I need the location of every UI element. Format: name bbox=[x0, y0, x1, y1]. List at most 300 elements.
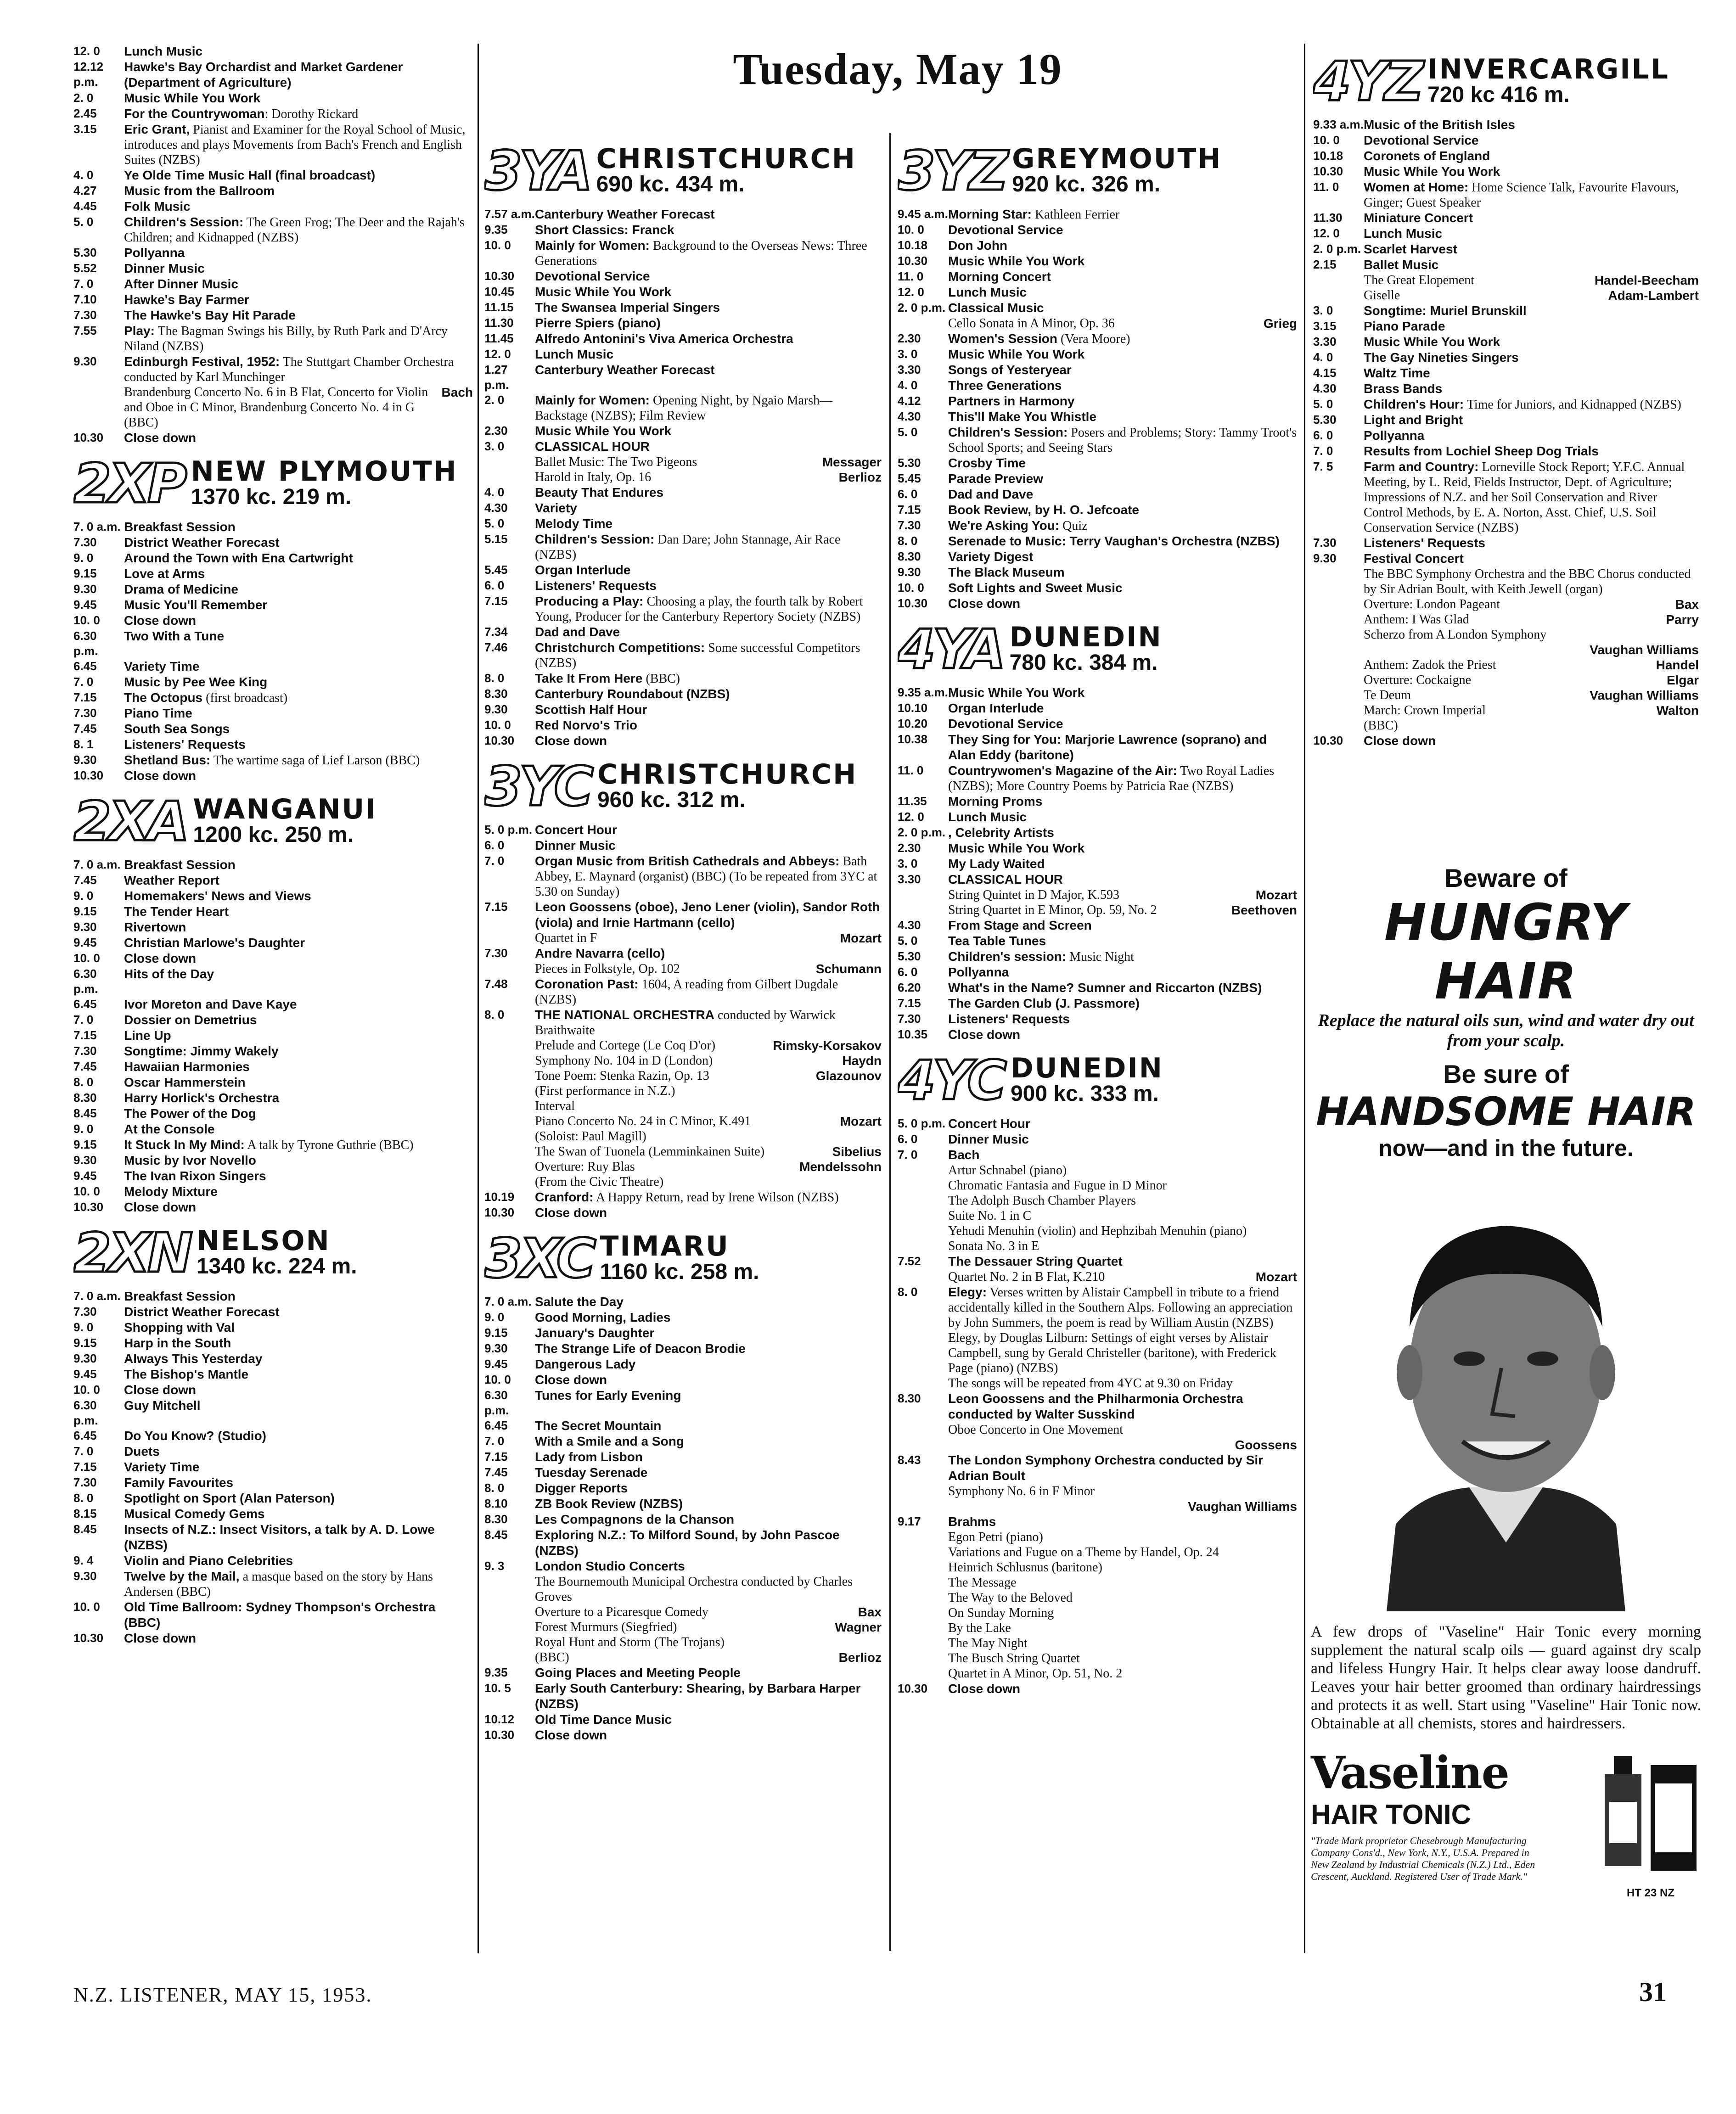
programme-work bbox=[484, 931, 882, 946]
station-frequency: 920 kc. 326 m. bbox=[1012, 172, 1161, 196]
programme-text bbox=[535, 347, 882, 362]
programme-time: 7. 0 bbox=[484, 854, 505, 868]
programme-entry bbox=[484, 362, 882, 393]
programme-work bbox=[484, 1083, 882, 1099]
programme-text bbox=[124, 1553, 473, 1569]
station-frequency: 1340 kc. 224 m. bbox=[196, 1254, 357, 1278]
programme-text bbox=[948, 253, 1297, 269]
programme-entry bbox=[1313, 381, 1699, 397]
programme-time: 7. 0 bbox=[73, 277, 94, 291]
programme-work bbox=[484, 1068, 882, 1083]
programme-time: 2.30 bbox=[898, 841, 921, 855]
programme-text bbox=[124, 920, 473, 935]
programme-text bbox=[124, 904, 473, 920]
programme-title: Drama of Medicine bbox=[124, 582, 238, 596]
programme-text bbox=[535, 284, 882, 300]
programme-entry bbox=[73, 1459, 473, 1475]
work-title: Symphony No. 6 in F Minor bbox=[948, 1484, 1095, 1498]
programme-text bbox=[1364, 459, 1699, 535]
programme-list bbox=[898, 1116, 1297, 1163]
programme-entry bbox=[73, 1335, 473, 1351]
programme-detail: The Green Frog; The Deer and the Rajah's Children; and Kidnapped (NZBS) bbox=[124, 215, 465, 245]
programme-text bbox=[124, 1153, 473, 1168]
programme-entry bbox=[484, 733, 882, 749]
programme-title: Serenade to Music: Terry Vaughan's Orchestra (NZBS) bbox=[948, 534, 1280, 548]
programme-title: Close down bbox=[535, 1206, 607, 1220]
programme-text bbox=[535, 976, 882, 1007]
programme-work bbox=[898, 1193, 1297, 1208]
programme-entry bbox=[898, 580, 1297, 596]
programme-time: 10.19 bbox=[484, 1190, 515, 1204]
station-header bbox=[73, 1221, 473, 1284]
programme-work bbox=[898, 1575, 1297, 1590]
programme-time: 7. 0 bbox=[484, 1434, 505, 1448]
programme-text bbox=[1364, 551, 1699, 566]
programme-text bbox=[535, 269, 882, 284]
programme-time: 10.30 bbox=[484, 269, 515, 283]
programme-detail: Two Royal Ladies (NZBS); More Country Poems by Patricia Rae (NZBS) bbox=[948, 764, 1275, 793]
programme-title: Piano Parade bbox=[1364, 319, 1445, 333]
programme-entry bbox=[484, 853, 882, 899]
programme-entry bbox=[898, 549, 1297, 565]
programme-time: 7.55 bbox=[73, 324, 97, 337]
programme-time: 3.30 bbox=[898, 872, 921, 886]
programme-title: Morning Concert bbox=[948, 269, 1051, 284]
programme-title: Christchurch Competitions: bbox=[535, 640, 705, 655]
work-composer: Mozart bbox=[840, 931, 882, 945]
programme-detail-list bbox=[484, 1038, 882, 1189]
programme-time: 5. 0 p.m. bbox=[898, 1116, 946, 1130]
programme-list bbox=[1313, 733, 1699, 749]
programme-entry bbox=[898, 763, 1297, 794]
programme-title: Guy Mitchell bbox=[124, 1398, 201, 1413]
ad-handsome-hair: HANDSOME HAIR bbox=[1316, 1089, 1696, 1135]
programme-entry bbox=[898, 825, 1297, 841]
programme-detail-list bbox=[484, 931, 882, 946]
programme-title: Crosby Time bbox=[948, 456, 1026, 470]
programme-text bbox=[948, 378, 1297, 393]
programme-title: Music You'll Remember bbox=[124, 598, 268, 612]
programme-entry bbox=[73, 674, 473, 690]
programme-time: 10.30 bbox=[73, 768, 104, 782]
programme-work bbox=[898, 1269, 1297, 1284]
programme-list bbox=[484, 1189, 882, 1221]
programme-work bbox=[484, 1574, 882, 1604]
station-header bbox=[484, 755, 882, 818]
programme-text bbox=[535, 838, 882, 853]
work-composer: Haydn bbox=[842, 1054, 882, 1068]
programme-time: 8. 0 bbox=[484, 671, 505, 685]
programme-entry bbox=[484, 976, 882, 1007]
programme-text bbox=[535, 1496, 882, 1512]
programme-time: 8.30 bbox=[898, 550, 921, 563]
station-info bbox=[1427, 53, 1669, 107]
programme-text bbox=[948, 841, 1297, 856]
programme-text bbox=[124, 1168, 473, 1184]
programme-entry bbox=[73, 44, 473, 59]
programme-time: 9.15 bbox=[484, 1326, 508, 1340]
programme-time: 8.45 bbox=[73, 1106, 97, 1120]
programme-time: 10. 0 bbox=[73, 1383, 100, 1396]
programme-text bbox=[948, 300, 1297, 316]
programme-title: Close down bbox=[124, 1383, 197, 1397]
programme-title: Bach bbox=[948, 1148, 980, 1162]
programme-text bbox=[124, 1522, 473, 1553]
programme-title: Three Generations bbox=[948, 378, 1062, 393]
programme-entry bbox=[484, 1512, 882, 1527]
work-title: Giselle bbox=[1364, 288, 1400, 303]
programme-text bbox=[124, 706, 473, 721]
programme-text bbox=[124, 519, 473, 535]
programme-entry bbox=[73, 1304, 473, 1320]
programme-work bbox=[898, 903, 1297, 918]
programme-entry bbox=[73, 1506, 473, 1522]
programme-text bbox=[124, 1200, 473, 1215]
programme-title: Concert Hour bbox=[535, 823, 617, 837]
programme-text bbox=[948, 794, 1297, 809]
programme-text bbox=[124, 1569, 473, 1599]
programme-title: Andre Navarra (cello) bbox=[535, 946, 665, 960]
programme-title: Dinner Music bbox=[124, 261, 205, 275]
programme-title: The Garden Club (J. Passmore) bbox=[948, 996, 1140, 1010]
work-title: The Message bbox=[948, 1576, 1017, 1590]
station-frequency: 690 kc. 434 m. bbox=[596, 172, 745, 196]
programme-entry bbox=[898, 841, 1297, 856]
programme-work bbox=[1313, 273, 1699, 288]
programme-work bbox=[898, 1499, 1297, 1514]
programme-text bbox=[535, 640, 882, 671]
programme-time: 3. 0 bbox=[484, 439, 505, 453]
programme-list bbox=[484, 207, 882, 454]
station-call-sign: 3YZ bbox=[898, 139, 1006, 202]
programme-time: 7.15 bbox=[73, 1460, 97, 1474]
programme-time: 12. 0 bbox=[898, 285, 924, 299]
programme-time: 8.45 bbox=[484, 1528, 508, 1542]
programme-entry bbox=[898, 222, 1297, 238]
programme-time: 9.35 bbox=[484, 223, 508, 236]
programme-time: 3. 0 bbox=[1313, 303, 1333, 317]
programme-entry bbox=[898, 331, 1297, 347]
programme-text bbox=[948, 285, 1297, 300]
programme-title: Canterbury Weather Forecast bbox=[535, 363, 715, 377]
programme-time: 9.45 a.m. bbox=[898, 207, 948, 221]
programme-time: 4.15 bbox=[1313, 366, 1337, 380]
programme-title: Rivertown bbox=[124, 920, 186, 934]
programme-title: Morning Proms bbox=[948, 794, 1043, 808]
programme-entry bbox=[484, 1294, 882, 1310]
programme-text bbox=[1364, 381, 1699, 397]
programme-text bbox=[1364, 226, 1699, 241]
programme-text bbox=[124, 1043, 473, 1059]
programme-text bbox=[124, 888, 473, 904]
programme-detail-list bbox=[484, 454, 882, 485]
programme-text bbox=[124, 1491, 473, 1506]
programme-entry bbox=[73, 1320, 473, 1335]
programme-text bbox=[948, 533, 1297, 549]
station-city: CHRISTCHURCH bbox=[596, 143, 856, 175]
programme-text bbox=[535, 1434, 882, 1449]
programme-detail: Kathleen Ferrier bbox=[1032, 207, 1120, 222]
programme-detail: Lorneville Stock Report; Y.F.C. Annual Meeting, by L. Reid, Fields Instructor, Dept. of Agriculture; Impressions of N.Z. and her Soil Conservation and River Control Methods, by E. A. Norton, Asst. Chief, U.S. Soil Conservation Service (NZBS) bbox=[1364, 460, 1685, 535]
programme-title: Organ Interlude bbox=[535, 563, 631, 577]
programme-time: 10. 0 bbox=[73, 613, 100, 627]
programme-entry bbox=[1313, 350, 1699, 365]
programme-time: 5.45 bbox=[898, 471, 921, 485]
programme-time: 7.15 bbox=[898, 503, 921, 516]
programme-text bbox=[124, 44, 473, 59]
programme-entry bbox=[898, 1391, 1297, 1422]
work-title: Anthem: Zadok the Priest bbox=[1364, 658, 1496, 672]
programme-time: 9. 0 bbox=[73, 1122, 94, 1136]
work-title: Ballet Music: The Two Pigeons bbox=[535, 455, 697, 469]
programme-list bbox=[898, 685, 1297, 887]
work-title: Harold in Italy, Op. 16 bbox=[535, 470, 652, 484]
programme-entry bbox=[73, 292, 473, 308]
station-city: DUNEDIN bbox=[1010, 1052, 1164, 1084]
programme-title: What's in the Name? Sumner and Riccarton (NZBS) bbox=[948, 981, 1262, 995]
programme-entry bbox=[1313, 133, 1699, 148]
programme-title: Going Places and Meeting People bbox=[535, 1665, 741, 1680]
programme-entry bbox=[73, 613, 473, 628]
programme-text bbox=[948, 949, 1297, 964]
programme-detail: Some successful Competitors (NZBS) bbox=[535, 641, 860, 670]
programme-text bbox=[1364, 319, 1699, 334]
programme-time: 4.30 bbox=[484, 501, 508, 515]
programme-time: 9.30 bbox=[73, 582, 97, 596]
programme-list bbox=[73, 430, 473, 446]
page-number: 31 bbox=[1639, 1977, 1667, 2007]
work-composer: Mozart bbox=[1255, 888, 1297, 902]
programme-text bbox=[1364, 350, 1699, 365]
programme-entry bbox=[898, 1011, 1297, 1027]
programme-time: 9.17 bbox=[898, 1514, 921, 1528]
programme-entry bbox=[1313, 257, 1699, 273]
programme-text bbox=[535, 671, 882, 686]
programme-title: Morning Star: bbox=[948, 207, 1032, 221]
programme-entry bbox=[484, 532, 882, 562]
programme-work bbox=[1313, 688, 1699, 703]
work-title: Interval bbox=[535, 1099, 575, 1113]
programme-text bbox=[124, 674, 473, 690]
work-title: March: Crown Imperial bbox=[1364, 703, 1486, 718]
work-composer: Schumann bbox=[815, 962, 882, 976]
programme-text bbox=[535, 946, 882, 961]
work-title: By the Lake bbox=[948, 1621, 1011, 1635]
programme-entry bbox=[898, 455, 1297, 471]
programme-title: The Strange Life of Deacon Brodie bbox=[535, 1341, 746, 1356]
programme-time: 9.30 bbox=[73, 1569, 97, 1583]
programme-time: 6.30 p.m. bbox=[73, 629, 98, 658]
programme-entry bbox=[484, 1341, 882, 1357]
station-call-sign: 3XC bbox=[484, 1227, 594, 1290]
programme-list bbox=[484, 822, 882, 931]
programme-time: 9.45 bbox=[73, 1169, 97, 1183]
programme-detail: : Dorothy Rickard bbox=[264, 107, 359, 121]
programme-title: The Octopus bbox=[124, 690, 203, 705]
programme-work bbox=[898, 1530, 1297, 1545]
programme-title: Listeners' Requests bbox=[124, 737, 246, 751]
station-call-sign: 2XP bbox=[73, 452, 185, 515]
programme-title: Music of the British Isles bbox=[1364, 118, 1515, 132]
programme-entry bbox=[73, 1522, 473, 1553]
programme-text bbox=[535, 718, 882, 733]
programme-time: 7.45 bbox=[484, 1465, 508, 1479]
programme-time: 8. 0 bbox=[898, 534, 918, 548]
programme-text bbox=[948, 580, 1297, 596]
programme-text bbox=[535, 562, 882, 578]
programme-work bbox=[898, 1636, 1297, 1651]
work-composer: Vaughan Williams bbox=[1188, 1499, 1297, 1514]
work-title: The May Night bbox=[948, 1636, 1028, 1650]
programme-time: 10.18 bbox=[1313, 149, 1343, 163]
programme-time: 7.15 bbox=[73, 1028, 97, 1042]
programme-time: 9. 0 bbox=[73, 889, 94, 903]
programme-title: Music from the Ballroom bbox=[124, 184, 275, 198]
programme-title: Organ Interlude bbox=[948, 701, 1044, 715]
programme-time: 6.45 bbox=[73, 1429, 97, 1442]
programme-title: Close down bbox=[124, 1631, 197, 1645]
work-title: Overture: Cockaigne bbox=[1364, 673, 1472, 687]
programme-title: Oscar Hammerstein bbox=[124, 1075, 246, 1089]
programme-time: 10.20 bbox=[898, 717, 928, 730]
programme-detail: Time for Juniors, and Kidnapped (NZBS) bbox=[1464, 398, 1681, 412]
programme-text bbox=[1364, 210, 1699, 226]
programme-entry bbox=[1313, 303, 1699, 319]
programme-title: Duets bbox=[124, 1444, 160, 1458]
work-title: Cello Sonata in A Minor, Op. 36 bbox=[948, 316, 1115, 331]
column-rule bbox=[889, 133, 891, 1951]
programme-entry bbox=[1313, 319, 1699, 334]
programme-detail: Pianist and Examiner for the Royal School of Music, introduces and plays Movements from Bach's French and English Suites (NZBS) bbox=[124, 123, 466, 167]
programme-time: 7.34 bbox=[484, 625, 508, 639]
programme-text bbox=[1364, 443, 1699, 459]
work-composer: Bach bbox=[441, 385, 473, 399]
programme-time: 7.52 bbox=[898, 1254, 921, 1268]
programme-text bbox=[124, 721, 473, 737]
programme-title: Variety Time bbox=[124, 1460, 200, 1474]
programme-entry bbox=[484, 624, 882, 640]
programme-title: Brahms bbox=[948, 1514, 996, 1529]
programme-detail: (BBC) bbox=[642, 672, 680, 686]
programme-time: 10. 0 bbox=[484, 718, 511, 732]
programme-text bbox=[535, 733, 882, 749]
programme-entry bbox=[898, 1116, 1297, 1132]
programme-time: 9. 3 bbox=[484, 1559, 505, 1573]
programme-time: 9.15 bbox=[73, 904, 97, 918]
programme-entry bbox=[898, 596, 1297, 611]
programme-entry bbox=[1313, 535, 1699, 551]
programme-text bbox=[535, 331, 882, 347]
programme-title: Musical Comedy Gems bbox=[124, 1507, 265, 1521]
programme-text bbox=[535, 1559, 882, 1574]
programme-entry bbox=[484, 640, 882, 671]
programme-entry bbox=[73, 276, 473, 292]
programme-time: 11.45 bbox=[484, 331, 514, 345]
programme-text bbox=[124, 292, 473, 308]
column-3 bbox=[898, 133, 1297, 1951]
work-title: Tone Poem: Stenka Razin, Op. 13 bbox=[535, 1069, 709, 1083]
programme-text bbox=[948, 362, 1297, 378]
programme-title: The Power of the Dog bbox=[124, 1106, 256, 1121]
work-composer: Grieg bbox=[1263, 316, 1297, 331]
station-call-sign: 3YA bbox=[484, 139, 590, 202]
programme-text bbox=[124, 1059, 473, 1075]
programme-text bbox=[535, 686, 882, 702]
programme-time: 5.30 bbox=[898, 949, 921, 963]
bottle-icon bbox=[1600, 1747, 1701, 1884]
programme-entry bbox=[898, 716, 1297, 732]
programme-time: 7.45 bbox=[73, 873, 97, 887]
programme-time: 10.30 bbox=[73, 1631, 104, 1645]
programme-title: Producing a Play: bbox=[535, 594, 644, 608]
programme-work bbox=[1313, 597, 1699, 612]
programme-text bbox=[535, 1712, 882, 1727]
programme-text bbox=[124, 659, 473, 674]
programme-text bbox=[535, 1418, 882, 1434]
station-city: NEW PLYMOUTH bbox=[191, 455, 458, 488]
programme-time: 9.30 bbox=[484, 1341, 508, 1355]
programme-title: Harp in the South bbox=[124, 1336, 231, 1350]
programme-title: Mainly for Women: bbox=[535, 238, 650, 252]
station-city: GREYMOUTH bbox=[1012, 143, 1222, 175]
programme-title: CLASSICAL HOUR bbox=[535, 439, 650, 454]
programme-work bbox=[484, 1099, 882, 1114]
programme-entry bbox=[898, 856, 1297, 872]
programme-time: 7.30 bbox=[73, 308, 97, 322]
programme-text bbox=[124, 214, 473, 245]
programme-time: 7.30 bbox=[73, 1044, 97, 1058]
programme-time: 7.15 bbox=[484, 594, 508, 608]
programme-detail: 1604, A reading from Gilbert Dugdale (NZBS) bbox=[535, 977, 838, 1007]
programme-detail-list bbox=[898, 1530, 1297, 1681]
programme-work bbox=[484, 1144, 882, 1159]
programme-entry bbox=[1313, 412, 1699, 428]
programme-text bbox=[948, 1027, 1297, 1043]
programme-time: 9.30 bbox=[1313, 551, 1337, 565]
programme-entry bbox=[484, 1325, 882, 1341]
programme-entry bbox=[73, 106, 473, 122]
station-frequency: 1370 kc. 219 m. bbox=[191, 485, 352, 509]
programme-entry bbox=[1313, 226, 1699, 241]
programme-time: 8.30 bbox=[73, 1091, 97, 1105]
programme-title: Devotional Service bbox=[948, 223, 1063, 237]
programme-entry bbox=[484, 1559, 882, 1574]
programme-time: 6.30 p.m. bbox=[73, 1398, 98, 1427]
programme-work bbox=[898, 1422, 1297, 1437]
programme-time: 8.15 bbox=[73, 1507, 97, 1520]
programme-title: Shopping with Val bbox=[124, 1320, 235, 1335]
programme-list bbox=[898, 918, 1297, 1043]
programme-entry bbox=[73, 752, 473, 768]
programme-time: 10.30 bbox=[484, 734, 515, 747]
programme-work bbox=[1313, 288, 1699, 303]
programme-entry bbox=[73, 430, 473, 446]
programme-entry bbox=[1313, 459, 1699, 535]
programme-detail-list bbox=[898, 887, 1297, 918]
programme-entry bbox=[484, 1007, 882, 1038]
programme-title: Parade Preview bbox=[948, 471, 1044, 486]
programme-time: 9.15 bbox=[73, 1138, 97, 1151]
programme-entry bbox=[73, 920, 473, 935]
programme-text bbox=[948, 1284, 1297, 1330]
work-composer: Mozart bbox=[840, 1114, 882, 1128]
programme-title: Festival Concert bbox=[1364, 551, 1464, 566]
programme-time: 5.30 bbox=[898, 456, 921, 470]
programme-time: 10.10 bbox=[898, 701, 928, 715]
programme-entry bbox=[73, 1367, 473, 1382]
programme-time: 9.33 a.m. bbox=[1313, 118, 1364, 131]
programme-title: Brass Bands bbox=[1364, 381, 1443, 396]
